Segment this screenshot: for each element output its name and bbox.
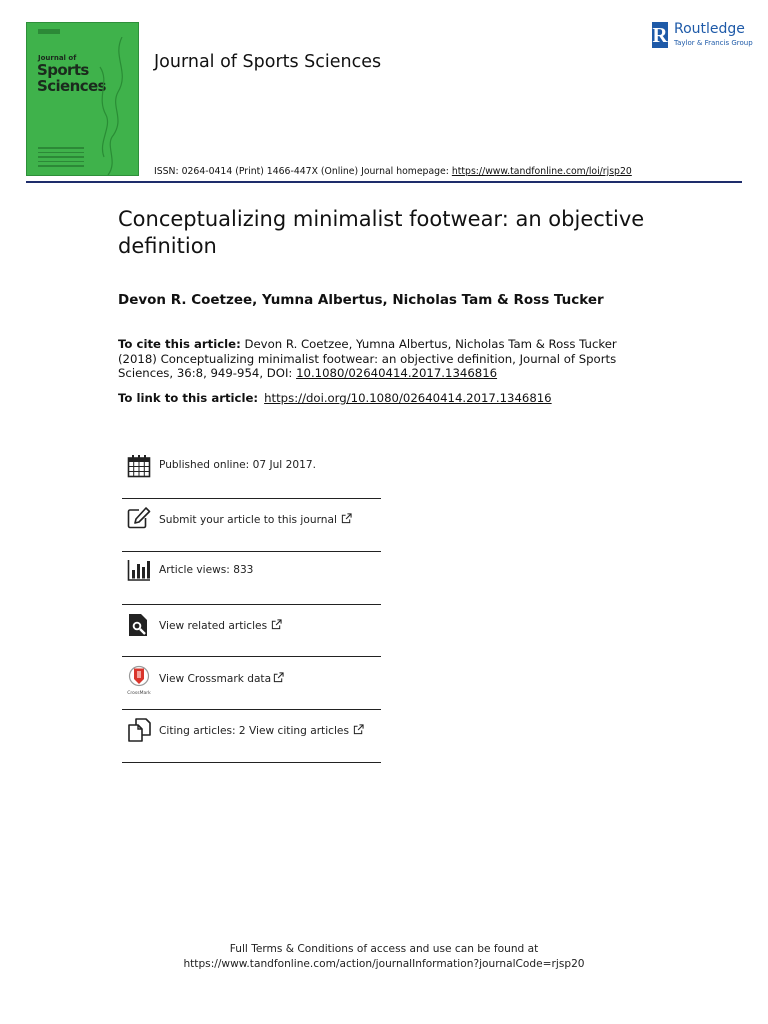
- link-label: To link to this article:: [118, 391, 259, 405]
- cover-title-line2: Sports: [37, 61, 89, 79]
- published-row: [122, 446, 381, 499]
- submit-article-link[interactable]: [159, 513, 352, 526]
- cite-doi-link[interactable]: 10.1080/02640414.2017.1346816: [296, 366, 498, 381]
- published-date: Published online: 07 Jul 2017.: [159, 459, 316, 471]
- citing-articles-link[interactable]: [159, 724, 364, 737]
- issn-text: ISSN: 0264-0414 (Print) 1466-447X (Online) Journal homepage:: [154, 166, 452, 177]
- journal-homepage-link[interactable]: https://www.tandfonline.com/loi/rjsp20: [451, 166, 632, 177]
- edit-icon: [127, 506, 151, 530]
- citation-block: [118, 337, 658, 381]
- cover-runner-illustration: [82, 37, 138, 175]
- article-views-row: [122, 552, 381, 605]
- external-link-icon: [273, 672, 284, 683]
- submit-article-label: Submit your article to this journal: [159, 514, 337, 526]
- footer-terms: [0, 942, 768, 972]
- footer-terms-link[interactable]: https://www.tandfonline.com/action/journalInformation?journalCode=rjsp20: [183, 958, 585, 970]
- crossmark-row[interactable]: [122, 657, 381, 710]
- routledge-r-icon: R: [652, 23, 668, 47]
- article-authors: Devon R. Coetzee, Yumna Albertus, Nicholas Tam & Ross Tucker: [118, 292, 604, 308]
- cover-publisher-mark: [38, 29, 60, 34]
- journal-title: Journal of Sports Sciences: [154, 52, 382, 72]
- related-articles-link[interactable]: [159, 619, 282, 632]
- citing-articles-label: Citing articles: 2 View citing articles: [159, 725, 349, 737]
- submit-article-row[interactable]: [122, 499, 381, 552]
- citing-documents-icon: [127, 718, 151, 742]
- header-divider: [26, 181, 742, 183]
- cover-text-lines: [38, 147, 84, 170]
- article-link-row: [118, 391, 552, 405]
- publisher-logo: [652, 21, 753, 51]
- cite-text: Devon R. Coetzee, Yumna Albertus, Nicholas Tam & Ross Tucker (2018) Conceptualizing minimalist footwear: an objective definition, Journal of Sports Sciences, 36:8, 949-954, DOI:: [118, 337, 617, 381]
- footer-line1: Full Terms & Conditions of access and use can be found at: [229, 943, 539, 955]
- citing-articles-row[interactable]: [122, 710, 381, 763]
- search-document-icon: [127, 613, 151, 637]
- cover-title-line1: Journal of: [38, 54, 77, 62]
- external-link-icon: [271, 619, 282, 630]
- issn-line: [154, 166, 632, 177]
- article-doi-link[interactable]: https://doi.org/10.1080/02640414.2017.1346816: [264, 391, 552, 405]
- crossmark-icon-text: CrossMark: [127, 691, 151, 696]
- crossmark-icon: [127, 665, 151, 695]
- article-views-count: Article views: 833: [159, 564, 254, 576]
- bar-chart-icon: [127, 558, 151, 582]
- external-link-icon: [341, 513, 352, 524]
- article-info-list: [122, 446, 381, 763]
- article-title: Conceptualizing minimalist footwear: an objective definition: [118, 207, 645, 258]
- external-link-icon: [353, 724, 364, 735]
- calendar-icon: [127, 454, 151, 478]
- cover-title-line3: Sciences: [37, 77, 106, 95]
- publisher-subtitle: Taylor & Francis Group: [674, 39, 753, 47]
- crossmark-link[interactable]: [159, 672, 284, 685]
- cite-label: To cite this article:: [118, 337, 241, 351]
- journal-cover-image: [26, 22, 139, 176]
- crossmark-label: View Crossmark data: [159, 673, 272, 685]
- related-articles-label: View related articles: [159, 620, 268, 632]
- related-articles-row[interactable]: [122, 605, 381, 657]
- publisher-name: Routledge: [674, 21, 745, 37]
